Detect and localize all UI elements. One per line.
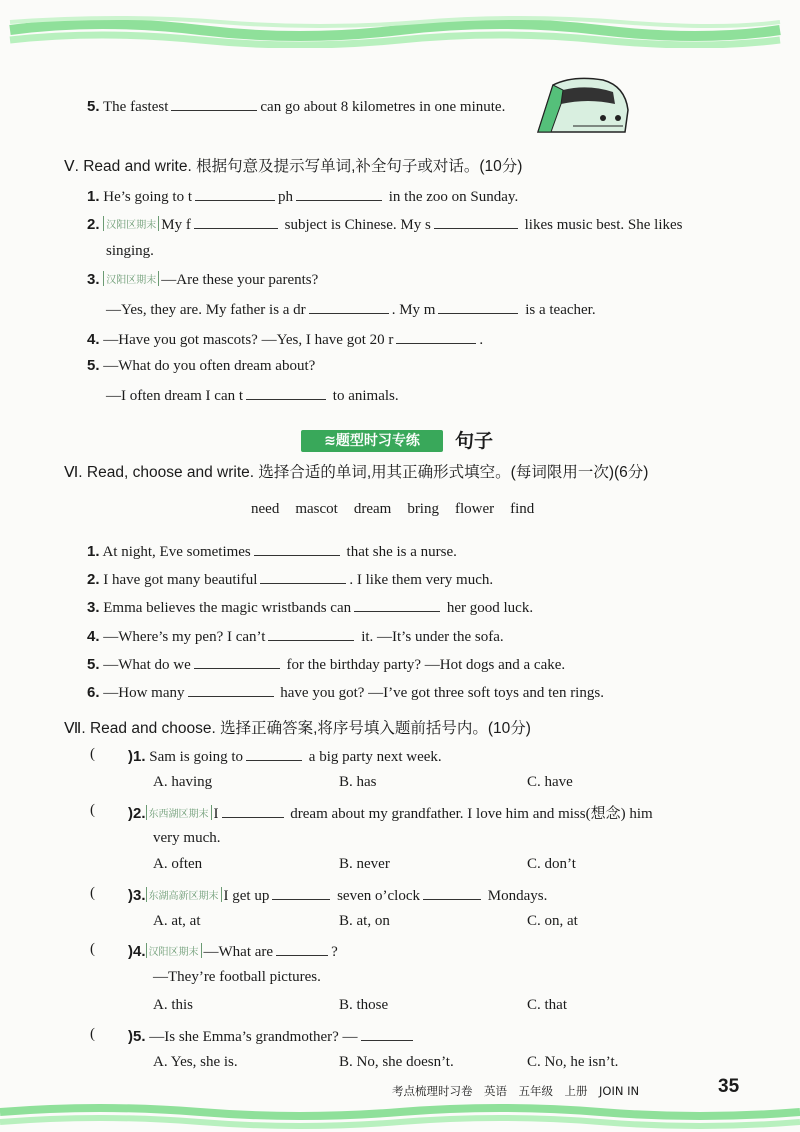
- answer-blank[interactable]: [438, 299, 518, 314]
- s7-q3: )3. 东湖高新区期末 I get up seven o’clock Mondays.: [128, 887, 548, 904]
- answer-blank[interactable]: [246, 385, 326, 400]
- s6-q1: 1. At night, Eve sometimes that she is a nurse.: [87, 543, 457, 560]
- word-bank-item: need: [251, 501, 280, 517]
- option-a: A. at, at: [153, 913, 201, 929]
- s7-q2: )2. 东西湖区期末 I dream about my grandfather. I love him and miss(想念) him: [128, 805, 653, 822]
- s6-q5: 5. —What do we for the birthday party? —Hot dogs and a cake.: [87, 656, 566, 673]
- answer-blank[interactable]: [354, 597, 440, 612]
- answer-blank: [423, 885, 481, 900]
- word-bank-item: find: [510, 501, 535, 517]
- answer-blank[interactable]: [195, 186, 275, 201]
- section-6-title: Ⅵ. Read, choose and write. 选择合适的单词,用其正确形式填空。(每词限用一次)(6分): [64, 464, 649, 481]
- option-a: A. having: [153, 774, 213, 790]
- high-speed-train-icon: [533, 70, 633, 140]
- s6-q4: 4. —Where’s my pen? I can’t it. —It’s under the sofa.: [87, 628, 504, 645]
- s5-q4: 4. —Have you got mascots? —Yes, I have got 20 r .: [87, 331, 484, 348]
- s7-q2-cont: very much.: [153, 830, 221, 846]
- answer-blank[interactable]: [296, 186, 382, 201]
- option-a: A. Yes, she is.: [153, 1054, 238, 1070]
- option-c: C. don’t: [527, 856, 576, 872]
- option-b: B. those: [339, 997, 389, 1013]
- s5-q5-line2: —I often dream I can t to animals.: [106, 385, 399, 405]
- footer-text: 考点梳理时习卷 英语 五年级 上册 JOIN IN: [392, 1084, 640, 1098]
- answer-blank[interactable]: [171, 96, 257, 111]
- answer-blank[interactable]: [194, 654, 280, 669]
- s7-q1: )1. Sam is going to a big party next week.: [128, 748, 442, 765]
- s7-q4: )4. 汉阳区期末 —What are ?: [128, 943, 338, 960]
- banner-topic: 句子: [455, 430, 494, 452]
- answer-blank[interactable]: [260, 569, 346, 584]
- answer-blank: [272, 885, 330, 900]
- answer-blank[interactable]: [434, 214, 518, 229]
- section-7-title: Ⅶ. Read and choose. 选择正确答案,将序号填入题前括号内。(10分): [64, 720, 531, 737]
- answer-blank: [222, 803, 284, 818]
- s7-q4-cont: —They’re football pictures.: [153, 969, 321, 985]
- page-number: 35: [718, 1076, 740, 1097]
- s6-q2: 2. I have got many beautiful . I like them very much.: [87, 571, 494, 588]
- answer-blank[interactable]: [309, 299, 389, 314]
- word-bank-item: flower: [454, 501, 495, 517]
- word-bank: [243, 501, 542, 518]
- paren-open[interactable]: (: [90, 802, 95, 818]
- s6-q3: 3. Emma believes the magic wristbands can her good luck.: [87, 599, 534, 616]
- bottom-decorative-band: [0, 1100, 800, 1132]
- answer-blank[interactable]: [396, 329, 476, 344]
- option-b: B. never: [339, 856, 390, 872]
- answer-blank: [276, 941, 328, 956]
- option-b: B. at, on: [339, 913, 390, 929]
- option-a: A. this: [153, 997, 194, 1013]
- s7-q5: )5. —Is she Emma’s grandmother? —: [128, 1026, 416, 1046]
- paren-open[interactable]: (: [90, 941, 95, 957]
- word-bank-item: dream: [353, 501, 392, 517]
- answer-blank[interactable]: [194, 214, 278, 229]
- paren-open[interactable]: (: [90, 885, 95, 901]
- s5-q5: 5. —What do you often dream about?: [87, 357, 316, 374]
- option-c: C. on, at: [527, 913, 578, 929]
- answer-blank: [246, 746, 302, 761]
- option-b: B. has: [339, 774, 377, 790]
- section-5-title: Ⅴ. Read and write. 根据句意及提示写单词,补全句子或对话。(10分): [64, 158, 523, 175]
- s5-q3-line2: —Yes, they are. My father is a dr . My m is a teacher.: [106, 299, 596, 319]
- option-a: A. often: [153, 856, 203, 872]
- s5-q3: 3. 汉阳区期末 —Are these your parents?: [87, 271, 319, 288]
- word-bank-item: mascot: [295, 501, 338, 517]
- answer-blank[interactable]: [268, 626, 354, 641]
- s6-q6: 6. —How many have you got? —I’ve got three soft toys and ten rings.: [87, 684, 604, 701]
- s5-q2: 2. 汉阳区期末 My f subject is Chinese. My s likes music best. She likes: [87, 216, 683, 233]
- answer-blank: [361, 1026, 413, 1041]
- word-bank-item: bring: [407, 501, 439, 517]
- answer-blank[interactable]: [188, 682, 274, 697]
- option-c: C. No, he isn’t.: [527, 1054, 619, 1070]
- s5-q2-cont: singing.: [106, 243, 154, 259]
- option-c: C. have: [527, 774, 573, 790]
- paren-open[interactable]: (: [90, 1026, 95, 1042]
- option-b: B. No, she doesn’t.: [339, 1054, 454, 1070]
- question-4-5: 5. The fastest can go about 8 kilometres in one minute.: [87, 98, 506, 115]
- paren-open[interactable]: (: [90, 746, 95, 762]
- practice-banner: ≋题型时习专练: [301, 430, 443, 452]
- option-c: C. that: [527, 997, 567, 1013]
- s5-q1: 1. He’s going to t ph in the zoo on Sunday.: [87, 188, 519, 205]
- answer-blank[interactable]: [254, 541, 340, 556]
- top-decorative-band: [0, 0, 800, 48]
